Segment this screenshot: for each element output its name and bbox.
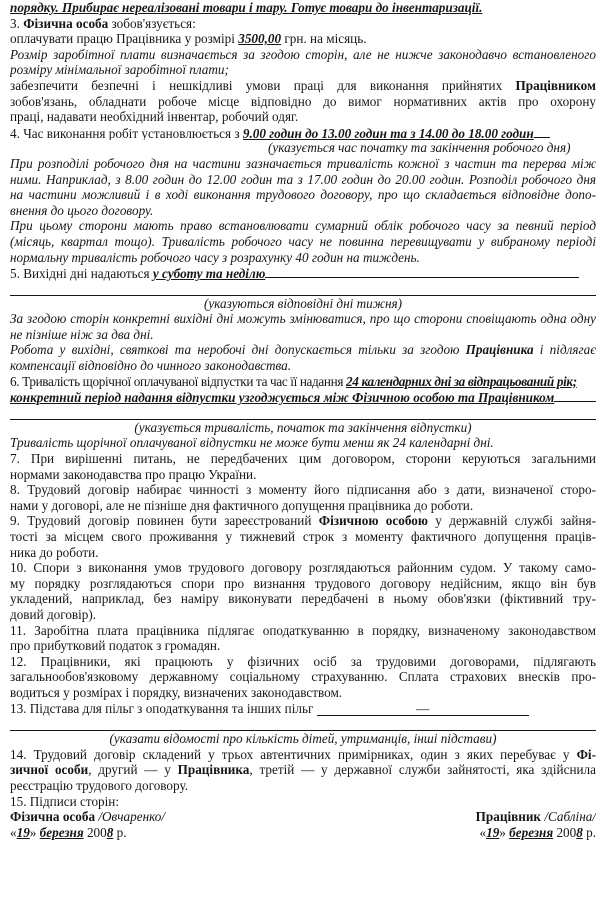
text-line: 11. Заробітна плата працівника підлягає оподаткуванню в порядку, визначеному законодавством [10, 622, 596, 638]
text-line: Тривалість щорічної оплачуваної відпустки не може бути менш як 24 календарні дні. [10, 435, 494, 451]
field-hint: (указується тривалість, початок та закінчення відпустки) [134, 419, 472, 435]
blank-line [10, 716, 596, 731]
blank-line [554, 389, 596, 402]
text-line: 8. Трудовий договір набирає чинності з моменту його підписання або з дати, визначеної сторо- [10, 482, 596, 498]
party-employee: Працівника [177, 762, 250, 778]
signature-left: Фізична особа /Овчаренко/ [10, 809, 166, 825]
text-line: (місяць, квартал тощо). Тривалість робочого часу не повинна перевищувати у вибраному періоді [10, 233, 596, 249]
text-line: порядку. Прибирає нереалізовані товари і тару. Готує товари до інвентаризації. [10, 0, 483, 15]
text-line: компенсації відповідно до чинного законодавства. [10, 358, 292, 374]
salary-amount: 3500,00 [238, 31, 282, 47]
blank-line [265, 265, 579, 278]
text-line: При розподілі робочого дня на частини зазначається тривалість кожної з частин та перерва між [10, 155, 596, 171]
text-line: нами у договорі, але не пізніше дня фактичного допущення працівника до роботи. [10, 497, 474, 513]
party-employer: Фізичною особою [318, 513, 428, 529]
party-employer: Фізична особа [23, 15, 109, 31]
text-line: загальнообов'язковому державному соціальному страхуванню. Сплата страхових внесків про- [10, 669, 596, 685]
party-employee: Працівником [515, 77, 596, 93]
signature-right: Працівник /Сабліна/ [475, 809, 596, 825]
party-employee: Працівника [465, 342, 534, 358]
text-line: укладений, наприклад, без наміру виконувати передбачені в ньому обов'язки (фіктивний тру- [10, 591, 596, 607]
employment-contract-page [10, 0, 596, 840]
text-line: розміру мінімальної заробітної плати; [10, 62, 229, 78]
vacation-value-cont: конкретний період надання відпустки узгоджується між Фізичною особою та Працівником [10, 390, 555, 405]
text-line: За згодою сторін конкретні вихідні дні можуть змінюватися, про що сторони сповіщають одна одну [10, 311, 596, 327]
text-line: 10. Спори з виконання умов трудового договору розглядаються районним судом. У такому само- [10, 560, 596, 576]
blank-line [10, 405, 596, 420]
field-hint: (указується час початку та закінчення робочого дня) [268, 140, 571, 156]
benefits-basis-value: — [317, 703, 529, 716]
text-line: довий договір). [10, 606, 97, 622]
text-line: внення до цього договору. [10, 202, 154, 218]
text-line: Робота у вихідні, святкові та неробочі дні допускається тільки за згодою Працівника і підлягає [10, 342, 596, 358]
text-line: 6. Тривалість щорічної оплачуваної відпустки та час її надання 24 календарних дні за відпрацьований рік; [10, 373, 577, 389]
working-hours-value: 9.00 годин до 13.00 годин та з 14.00 до 18.00 годин [242, 125, 534, 141]
text-line: оплачувати працю Працівника у розмірі 3500,00 грн. на місяць. [10, 31, 367, 47]
text-line: 9. Трудовий договір повинен бути зареєстрований Фізичною особою у державній службі зайня- [10, 513, 596, 529]
text-line: забезпечити безпечні і нешкідливі умови праці для виконання прийнятих Працівником [10, 77, 596, 93]
blank-line [10, 281, 596, 296]
text-line: 4. Час виконання робіт установлюється з 9.00 годин до 13.00 годин та з 14.00 до 18.00 годин [10, 125, 596, 141]
text-line: нормами законодавства про працю України. [10, 466, 257, 482]
text-line: зичної особи, другий — у Працівника, третій — у державної служби зайнятості, яка здійснила [10, 762, 596, 778]
field-hint: (указуються відповідні дні тижня) [203, 295, 403, 311]
text-line: ними. Наприклад, з 8.00 годин до 12.00 годин та з 17.00 годин до 20.00 годин. Розподіл робочого дня [10, 171, 596, 187]
signature-date-right: «19» березня 2008 р. [479, 824, 596, 840]
text-line: 14. Трудовий договір складений у трьох автентичних примірниках, один з яких перебуває у Фі- [10, 746, 596, 762]
text-line: ника до роботи. [10, 544, 99, 560]
party-employer: Фі- [576, 746, 596, 762]
text-line: 3. Фізична особа зобов'язується: [10, 15, 196, 31]
text-line: нормальну тривалість робочого часу з розрахунку 40 годин на тиждень. [10, 249, 420, 265]
text-line: тості за місцем свого проживання у тижневий строк з моменту фактичного допущення праців- [10, 529, 596, 544]
text-line: 5. Вихідні дні надаються у суботу та неділю [10, 265, 596, 281]
text-line: на частини можливий і в ході виконання трудового договору, про що складається відповідне допо- [10, 187, 596, 203]
text-line: 12. Працівники, які працюють у фізичних осіб за трудовими договорами, підлягають [10, 653, 596, 669]
days-off-value: у суботу та неділю [152, 266, 266, 281]
blank-line [534, 125, 550, 138]
field-hint: (указати відомості про кількість дітей, утриманців, інші підстави) [109, 731, 497, 747]
party-employer: зичної особи [10, 762, 89, 778]
vacation-value: 24 календарних дні за відпрацьований рік; [346, 373, 577, 389]
signature-dates-row [10, 825, 596, 841]
text-line: реєстрацію трудового договору. [10, 777, 189, 793]
text-line: 7. При вирішенні питань, не передбачених цим договором, сторони керуються загальними [10, 451, 596, 467]
text-line: праці, надавати необхідний інвентар, робочий одяг. [10, 109, 299, 125]
text-line: Розмір заробітної плати визначається за згодою сторін, але не нижче законодавчо встановленого [10, 46, 596, 62]
text-line: 13. Підстава для пільг з оподаткування та інших пільг — [10, 701, 596, 717]
text-line: зобов'язань, обладнати робоче місце відповідно до вимог нормативних актів про охорону [10, 93, 596, 109]
text-line [10, 389, 596, 405]
signature-date-left: «19» березня 2008 р. [10, 824, 127, 840]
text-line: му порядку розглядаються спори про визнання трудового договору недійсним, якщо він був [10, 575, 596, 591]
text-line: водиться у розмірах і порядку, визначених законодавством. [10, 684, 343, 700]
text-line: При цьому сторони мають право встановлювати сумарний облік робочого часу за певний період [10, 218, 596, 234]
text-line: не пізніше ніж за два дні. [10, 326, 154, 342]
text-line: про прибутковий податок з громадян. [10, 638, 221, 654]
text-line: 15. Підписи сторін: [10, 793, 120, 809]
signature-names-row [10, 809, 596, 825]
